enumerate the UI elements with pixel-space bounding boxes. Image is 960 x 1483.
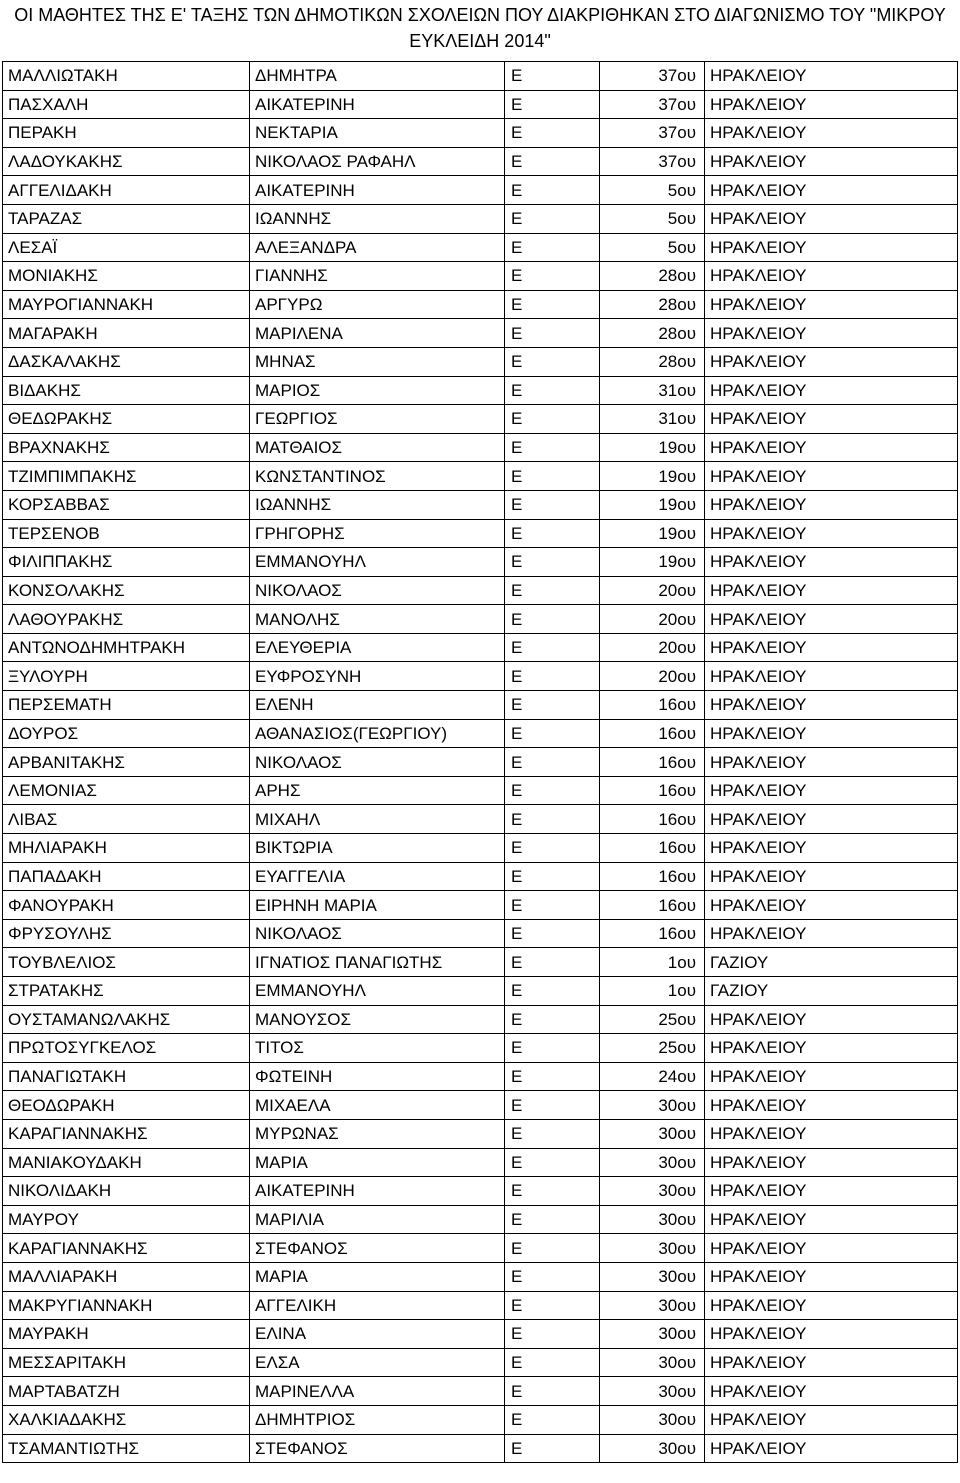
class-cell: Ε — [505, 1062, 600, 1091]
class-cell: Ε — [505, 1377, 600, 1406]
surname-cell: ΛΕΜΟΝΙΑΣ — [3, 776, 250, 805]
table-row — [3, 891, 958, 920]
city-cell: ΗΡΑΚΛΕΙΟΥ — [705, 862, 958, 891]
city-cell: ΗΡΑΚΛΕΙΟΥ — [705, 776, 958, 805]
class-cell: Ε — [505, 1234, 600, 1263]
class-cell: Ε — [505, 1091, 600, 1120]
table-row — [3, 262, 958, 291]
table-row — [3, 290, 958, 319]
class-cell: Ε — [505, 1291, 600, 1320]
first-name-cell: ΓΙΑΝΝΗΣ — [250, 262, 505, 291]
school-number-cell: 30ου — [600, 1320, 705, 1349]
school-number-cell: 16ου — [600, 748, 705, 777]
class-cell: Ε — [505, 576, 600, 605]
surname-cell: ΝΙΚΟΛΙΔΑΚΗ — [3, 1177, 250, 1206]
surname-cell: ΛΕΣΑΪ — [3, 233, 250, 262]
table-row — [3, 1034, 958, 1063]
first-name-cell: ΜΗΝΑΣ — [250, 347, 505, 376]
city-cell: ΗΡΑΚΛΕΙΟΥ — [705, 748, 958, 777]
school-number-cell: 37ου — [600, 90, 705, 119]
school-number-cell: 5ου — [600, 204, 705, 233]
table-row — [3, 204, 958, 233]
table-row — [3, 1148, 958, 1177]
first-name-cell: ΝΙΚΟΛΑΟΣ — [250, 576, 505, 605]
city-cell: ΗΡΑΚΛΕΙΟΥ — [705, 176, 958, 205]
school-number-cell: 5ου — [600, 233, 705, 262]
city-cell: ΗΡΑΚΛΕΙΟΥ — [705, 1348, 958, 1377]
surname-cell: ΛΙΒΑΣ — [3, 805, 250, 834]
surname-cell: ΠΑΝΑΓΙΩΤΑΚΗ — [3, 1062, 250, 1091]
first-name-cell: ΜΑΡΙΝΕΛΛΑ — [250, 1377, 505, 1406]
surname-cell: ΟΥΣΤΑΜΑΝΩΛΑΚΗΣ — [3, 1005, 250, 1034]
first-name-cell: ΜΑΡΙΛΕΝΑ — [250, 319, 505, 348]
table-row — [3, 1005, 958, 1034]
table-row — [3, 1062, 958, 1091]
school-number-cell: 20ου — [600, 576, 705, 605]
surname-cell: ΔΟΥΡΟΣ — [3, 719, 250, 748]
table-row — [3, 719, 958, 748]
class-cell: Ε — [505, 1119, 600, 1148]
table-row — [3, 90, 958, 119]
city-cell: ΗΡΑΚΛΕΙΟΥ — [705, 1034, 958, 1063]
school-number-cell: 19ου — [600, 490, 705, 519]
surname-cell: ΘΕΔΩΡΑΚΗΣ — [3, 405, 250, 434]
school-number-cell: 20ου — [600, 605, 705, 634]
school-number-cell: 31ου — [600, 405, 705, 434]
class-cell: Ε — [505, 862, 600, 891]
first-name-cell: ΒΙΚΤΩΡΙΑ — [250, 834, 505, 863]
city-cell: ΗΡΑΚΛΕΙΟΥ — [705, 1205, 958, 1234]
city-cell: ΗΡΑΚΛΕΙΟΥ — [705, 376, 958, 405]
school-number-cell: 19ου — [600, 462, 705, 491]
surname-cell: ΔΑΣΚΑΛΑΚΗΣ — [3, 347, 250, 376]
class-cell: Ε — [505, 405, 600, 434]
first-name-cell: ΔΗΜΗΤΡΑ — [250, 62, 505, 91]
class-cell: Ε — [505, 1262, 600, 1291]
school-number-cell: 19ου — [600, 548, 705, 577]
city-cell: ΓΑΖΙΟΥ — [705, 977, 958, 1006]
first-name-cell: ΑΙΚΑΤΕΡΙΝΗ — [250, 1177, 505, 1206]
surname-cell: ΜΑΡΤΑΒΑΤΖΗ — [3, 1377, 250, 1406]
class-cell: Ε — [505, 462, 600, 491]
city-cell: ΗΡΑΚΛΕΙΟΥ — [705, 204, 958, 233]
city-cell: ΗΡΑΚΛΕΙΟΥ — [705, 1291, 958, 1320]
first-name-cell: ΕΜΜΑΝΟΥΗΛ — [250, 977, 505, 1006]
surname-cell: ΜΑΥΡΟΥ — [3, 1205, 250, 1234]
table-row — [3, 576, 958, 605]
first-name-cell: ΑΛΕΞΑΝΔΡΑ — [250, 233, 505, 262]
class-cell: Ε — [505, 433, 600, 462]
school-number-cell: 20ου — [600, 662, 705, 691]
city-cell: ΗΡΑΚΛΕΙΟΥ — [705, 490, 958, 519]
city-cell: ΗΡΑΚΛΕΙΟΥ — [705, 519, 958, 548]
school-number-cell: 28ου — [600, 347, 705, 376]
city-cell: ΗΡΑΚΛΕΙΟΥ — [705, 1434, 958, 1463]
class-cell: Ε — [505, 376, 600, 405]
school-number-cell: 16ου — [600, 891, 705, 920]
first-name-cell: ΜΑΡΙΑ — [250, 1148, 505, 1177]
school-number-cell: 24ου — [600, 1062, 705, 1091]
city-cell: ΗΡΑΚΛΕΙΟΥ — [705, 1062, 958, 1091]
first-name-cell: ΙΓΝΑΤΙΟΣ ΠΑΝΑΓΙΩΤΗΣ — [250, 948, 505, 977]
first-name-cell: ΜΙΧΑΗΛ — [250, 805, 505, 834]
first-name-cell: ΚΩΝΣΤΑΝΤΙΝΟΣ — [250, 462, 505, 491]
table-row — [3, 548, 958, 577]
class-cell: Ε — [505, 347, 600, 376]
table-row — [3, 233, 958, 262]
table-row — [3, 62, 958, 91]
surname-cell: ΦΡΥΣΟΥΛΗΣ — [3, 919, 250, 948]
city-cell: ΗΡΑΚΛΕΙΟΥ — [705, 633, 958, 662]
document-title — [0, 0, 960, 54]
surname-cell: ΠΑΠΑΔΑΚΗ — [3, 862, 250, 891]
class-cell: Ε — [505, 262, 600, 291]
class-cell: Ε — [505, 633, 600, 662]
surname-cell: ΚΑΡΑΓΙΑΝΝΑΚΗΣ — [3, 1234, 250, 1263]
first-name-cell: ΕΜΜΑΝΟΥΗΛ — [250, 548, 505, 577]
surname-cell: ΜΑΛΛΙΩΤΑΚΗ — [3, 62, 250, 91]
surname-cell: ΦΙΛΙΠΠΑΚΗΣ — [3, 548, 250, 577]
surname-cell: ΤΖΙΜΠΙΜΠΑΚΗΣ — [3, 462, 250, 491]
surname-cell: ΑΝΤΩΝΟΔΗΜΗΤΡΑΚΗ — [3, 633, 250, 662]
first-name-cell: ΜΑΝΟΛΗΣ — [250, 605, 505, 634]
city-cell: ΗΡΑΚΛΕΙΟΥ — [705, 919, 958, 948]
first-name-cell: ΓΕΩΡΓΙΟΣ — [250, 405, 505, 434]
city-cell: ΗΡΑΚΛΕΙΟΥ — [705, 1177, 958, 1206]
first-name-cell: ΓΡΗΓΟΡΗΣ — [250, 519, 505, 548]
first-name-cell: ΙΩΑΝΝΗΣ — [250, 490, 505, 519]
table-row — [3, 1091, 958, 1120]
school-number-cell: 30ου — [600, 1234, 705, 1263]
city-cell: ΗΡΑΚΛΕΙΟΥ — [705, 605, 958, 634]
table-row — [3, 119, 958, 148]
city-cell: ΗΡΑΚΛΕΙΟΥ — [705, 405, 958, 434]
surname-cell: ΜΑΓΑΡΑΚΗ — [3, 319, 250, 348]
school-number-cell: 16ου — [600, 834, 705, 863]
first-name-cell: ΕΙΡΗΝΗ ΜΑΡΙΑ — [250, 891, 505, 920]
table-row — [3, 1320, 958, 1349]
class-cell: Ε — [505, 490, 600, 519]
school-number-cell: 30ου — [600, 1177, 705, 1206]
surname-cell: ΣΤΡΑΤΑΚΗΣ — [3, 977, 250, 1006]
school-number-cell: 1ου — [600, 977, 705, 1006]
city-cell: ΗΡΑΚΛΕΙΟΥ — [705, 62, 958, 91]
surname-cell: ΒΙΔΑΚΗΣ — [3, 376, 250, 405]
table-row — [3, 1291, 958, 1320]
first-name-cell: ΜΑΡΙΛΙΑ — [250, 1205, 505, 1234]
class-cell: Ε — [505, 519, 600, 548]
class-cell: Ε — [505, 176, 600, 205]
students-table — [2, 61, 958, 1463]
first-name-cell: ΙΩΑΝΝΗΣ — [250, 204, 505, 233]
surname-cell: ΚΟΡΣΑΒΒΑΣ — [3, 490, 250, 519]
school-number-cell: 16ου — [600, 719, 705, 748]
class-cell: Ε — [505, 204, 600, 233]
surname-cell: ΛΑΔΟΥΚΑΚΗΣ — [3, 147, 250, 176]
class-cell: Ε — [505, 776, 600, 805]
class-cell: Ε — [505, 948, 600, 977]
school-number-cell: 30ου — [600, 1405, 705, 1434]
school-number-cell: 30ου — [600, 1377, 705, 1406]
first-name-cell: ΜΑΝΟΥΣΟΣ — [250, 1005, 505, 1034]
first-name-cell: ΑΡΓΥΡΩ — [250, 290, 505, 319]
first-name-cell: ΜΑΤΘΑΙΟΣ — [250, 433, 505, 462]
school-number-cell: 28ου — [600, 319, 705, 348]
first-name-cell: ΕΛΕΝΗ — [250, 691, 505, 720]
first-name-cell: ΑΙΚΑΤΕΡΙΝΗ — [250, 90, 505, 119]
class-cell: Ε — [505, 1205, 600, 1234]
school-number-cell: 37ου — [600, 147, 705, 176]
table-row — [3, 862, 958, 891]
first-name-cell: ΦΩΤΕΙΝΗ — [250, 1062, 505, 1091]
first-name-cell: ΜΥΡΩΝΑΣ — [250, 1119, 505, 1148]
surname-cell: ΒΡΑΧΝΑΚΗΣ — [3, 433, 250, 462]
surname-cell: ΤΣΑΜΑΝΤΙΩΤΗΣ — [3, 1434, 250, 1463]
class-cell: Ε — [505, 1148, 600, 1177]
school-number-cell: 28ου — [600, 290, 705, 319]
table-row — [3, 1262, 958, 1291]
school-number-cell: 16ου — [600, 776, 705, 805]
first-name-cell: ΑΡΗΣ — [250, 776, 505, 805]
school-number-cell: 19ου — [600, 519, 705, 548]
first-name-cell: ΑΘΑΝΑΣΙΟΣ(ΓΕΩΡΓΙΟΥ) — [250, 719, 505, 748]
table-row — [3, 748, 958, 777]
surname-cell: ΦΑΝΟΥΡΑΚΗ — [3, 891, 250, 920]
surname-cell: ΠΕΡΑΚΗ — [3, 119, 250, 148]
school-number-cell: 30ου — [600, 1119, 705, 1148]
city-cell: ΗΡΑΚΛΕΙΟΥ — [705, 462, 958, 491]
city-cell: ΗΡΑΚΛΕΙΟΥ — [705, 1377, 958, 1406]
table-row — [3, 1234, 958, 1263]
class-cell: Ε — [505, 90, 600, 119]
school-number-cell: 37ου — [600, 119, 705, 148]
class-cell: Ε — [505, 62, 600, 91]
table-row — [3, 977, 958, 1006]
class-cell: Ε — [505, 805, 600, 834]
table-row — [3, 433, 958, 462]
class-cell: Ε — [505, 548, 600, 577]
city-cell: ΗΡΑΚΛΕΙΟΥ — [705, 147, 958, 176]
class-cell: Ε — [505, 891, 600, 920]
first-name-cell: ΜΑΡΙΑ — [250, 1262, 505, 1291]
first-name-cell: ΕΛΙΝΑ — [250, 1320, 505, 1349]
class-cell: Ε — [505, 1434, 600, 1463]
school-number-cell: 31ου — [600, 376, 705, 405]
city-cell: ΗΡΑΚΛΕΙΟΥ — [705, 1262, 958, 1291]
surname-cell: ΛΑΘΟΥΡΑΚΗΣ — [3, 605, 250, 634]
class-cell: Ε — [505, 1177, 600, 1206]
school-number-cell: 16ου — [600, 919, 705, 948]
class-cell: Ε — [505, 1005, 600, 1034]
table-row — [3, 605, 958, 634]
city-cell: ΗΡΑΚΛΕΙΟΥ — [705, 119, 958, 148]
students-table-body — [3, 62, 958, 1463]
city-cell: ΗΡΑΚΛΕΙΟΥ — [705, 319, 958, 348]
class-cell: Ε — [505, 662, 600, 691]
table-row — [3, 376, 958, 405]
surname-cell: ΚΑΡΑΓΙΑΝΝΑΚΗΣ — [3, 1119, 250, 1148]
surname-cell: ΤΑΡΑΖΑΣ — [3, 204, 250, 233]
table-row — [3, 1119, 958, 1148]
city-cell: ΗΡΑΚΛΕΙΟΥ — [705, 719, 958, 748]
city-cell: ΓΑΖΙΟΥ — [705, 948, 958, 977]
city-cell: ΗΡΑΚΛΕΙΟΥ — [705, 433, 958, 462]
table-row — [3, 834, 958, 863]
city-cell: ΗΡΑΚΛΕΙΟΥ — [705, 1234, 958, 1263]
table-row — [3, 1434, 958, 1463]
first-name-cell: ΣΤΕΦΑΝΟΣ — [250, 1234, 505, 1263]
school-number-cell: 28ου — [600, 262, 705, 291]
city-cell: ΗΡΑΚΛΕΙΟΥ — [705, 1119, 958, 1148]
school-number-cell: 25ου — [600, 1005, 705, 1034]
table-row — [3, 176, 958, 205]
city-cell: ΗΡΑΚΛΕΙΟΥ — [705, 290, 958, 319]
city-cell: ΗΡΑΚΛΕΙΟΥ — [705, 805, 958, 834]
table-row — [3, 147, 958, 176]
city-cell: ΗΡΑΚΛΕΙΟΥ — [705, 576, 958, 605]
surname-cell: ΜΗΛΙΑΡΑΚΗ — [3, 834, 250, 863]
school-number-cell: 19ου — [600, 433, 705, 462]
class-cell: Ε — [505, 691, 600, 720]
school-number-cell: 30ου — [600, 1434, 705, 1463]
surname-cell: ΤΕΡΣΕΝΟΒ — [3, 519, 250, 548]
surname-cell: ΜΑΛΛΙΑΡΑΚΗ — [3, 1262, 250, 1291]
class-cell: Ε — [505, 1034, 600, 1063]
class-cell: Ε — [505, 119, 600, 148]
city-cell: ΗΡΑΚΛΕΙΟΥ — [705, 1405, 958, 1434]
surname-cell: ΑΡΒΑΝΙΤΑΚΗΣ — [3, 748, 250, 777]
class-cell: Ε — [505, 290, 600, 319]
surname-cell: ΜΑΚΡΥΓΙΑΝΝΑΚΗ — [3, 1291, 250, 1320]
city-cell: ΗΡΑΚΛΕΙΟΥ — [705, 1148, 958, 1177]
table-row — [3, 347, 958, 376]
table-row — [3, 948, 958, 977]
school-number-cell: 30ου — [600, 1348, 705, 1377]
first-name-cell: ΜΙΧΑΕΛΑ — [250, 1091, 505, 1120]
table-row — [3, 1205, 958, 1234]
class-cell: Ε — [505, 719, 600, 748]
table-row — [3, 662, 958, 691]
title-line-2: ΕΥΚΛΕΙΔΗ 2014" — [409, 31, 551, 51]
surname-cell: ΑΓΓΕΛΙΔΑΚΗ — [3, 176, 250, 205]
school-number-cell: 16ου — [600, 862, 705, 891]
city-cell: ΗΡΑΚΛΕΙΟΥ — [705, 548, 958, 577]
first-name-cell: ΣΤΕΦΑΝΟΣ — [250, 1434, 505, 1463]
city-cell: ΗΡΑΚΛΕΙΟΥ — [705, 262, 958, 291]
city-cell: ΗΡΑΚΛΕΙΟΥ — [705, 691, 958, 720]
city-cell: ΗΡΑΚΛΕΙΟΥ — [705, 1091, 958, 1120]
city-cell: ΗΡΑΚΛΕΙΟΥ — [705, 834, 958, 863]
title-line-1: ΟΙ ΜΑΘΗΤΕΣ ΤΗΣ Ε' ΤΑΞΗΣ ΤΩΝ ΔΗΜΟΤΙΚΩΝ ΣΧΟΛΕΙΩΝ ΠΟΥ ΔΙΑΚΡΙΘΗΚΑΝ ΣΤΟ ΔΙΑΓΩΝΙΣΜΟ ΤΟΥ "ΜΙΚΡΟΥ — [14, 5, 946, 25]
school-number-cell: 25ου — [600, 1034, 705, 1063]
first-name-cell: ΑΓΓΕΛΙΚΗ — [250, 1291, 505, 1320]
surname-cell: ΜΑΥΡΑΚΗ — [3, 1320, 250, 1349]
school-number-cell: 20ου — [600, 633, 705, 662]
first-name-cell: ΝΙΚΟΛΑΟΣ ΡΑΦΑΗΛ — [250, 147, 505, 176]
surname-cell: ΜΑΝΙΑΚΟΥΔΑΚΗ — [3, 1148, 250, 1177]
class-cell: Ε — [505, 1405, 600, 1434]
table-row — [3, 1177, 958, 1206]
school-number-cell: 1ου — [600, 948, 705, 977]
surname-cell: ΠΕΡΣΕΜΑΤΗ — [3, 691, 250, 720]
class-cell: Ε — [505, 919, 600, 948]
class-cell: Ε — [505, 977, 600, 1006]
class-cell: Ε — [505, 233, 600, 262]
first-name-cell: ΝΙΚΟΛΑΟΣ — [250, 748, 505, 777]
first-name-cell: ΕΥΦΡΟΣΥΝΗ — [250, 662, 505, 691]
school-number-cell: 37ου — [600, 62, 705, 91]
school-number-cell: 5ου — [600, 176, 705, 205]
table-row — [3, 1377, 958, 1406]
table-row — [3, 691, 958, 720]
surname-cell: ΜΑΥΡΟΓΙΑΝΝΑΚΗ — [3, 290, 250, 319]
table-row — [3, 319, 958, 348]
surname-cell: ΤΟΥΒΛΕΛΙΟΣ — [3, 948, 250, 977]
school-number-cell: 16ου — [600, 805, 705, 834]
class-cell: Ε — [505, 605, 600, 634]
first-name-cell: ΕΛΕΥΘΕΡΙΑ — [250, 633, 505, 662]
class-cell: Ε — [505, 1320, 600, 1349]
first-name-cell: ΜΑΡΙΟΣ — [250, 376, 505, 405]
surname-cell: ΧΑΛΚΙΑΔΑΚΗΣ — [3, 1405, 250, 1434]
school-number-cell: 30ου — [600, 1091, 705, 1120]
table-row — [3, 462, 958, 491]
first-name-cell: ΕΥΑΓΓΕΛΙΑ — [250, 862, 505, 891]
city-cell: ΗΡΑΚΛΕΙΟΥ — [705, 1320, 958, 1349]
table-row — [3, 776, 958, 805]
surname-cell: ΜΕΣΣΑΡΙΤΑΚΗ — [3, 1348, 250, 1377]
table-row — [3, 805, 958, 834]
surname-cell: ΚΟΝΣΟΛΑΚΗΣ — [3, 576, 250, 605]
city-cell: ΗΡΑΚΛΕΙΟΥ — [705, 90, 958, 119]
school-number-cell: 30ου — [600, 1262, 705, 1291]
first-name-cell: ΕΛΣΑ — [250, 1348, 505, 1377]
table-row — [3, 1405, 958, 1434]
class-cell: Ε — [505, 147, 600, 176]
surname-cell: ΞΥΛΟΥΡΗ — [3, 662, 250, 691]
table-row — [3, 405, 958, 434]
class-cell: Ε — [505, 748, 600, 777]
city-cell: ΗΡΑΚΛΕΙΟΥ — [705, 233, 958, 262]
surname-cell: ΘΕΟΔΩΡΑΚΗ — [3, 1091, 250, 1120]
city-cell: ΗΡΑΚΛΕΙΟΥ — [705, 662, 958, 691]
city-cell: ΗΡΑΚΛΕΙΟΥ — [705, 1005, 958, 1034]
first-name-cell: ΝΕΚΤΑΡΙΑ — [250, 119, 505, 148]
table-row — [3, 919, 958, 948]
class-cell: Ε — [505, 1348, 600, 1377]
surname-cell: ΜΟΝΙΑΚΗΣ — [3, 262, 250, 291]
first-name-cell: ΝΙΚΟΛΑΟΣ — [250, 919, 505, 948]
school-number-cell: 30ου — [600, 1205, 705, 1234]
city-cell: ΗΡΑΚΛΕΙΟΥ — [705, 347, 958, 376]
surname-cell: ΠΑΣΧΑΛΗ — [3, 90, 250, 119]
first-name-cell: ΤΙΤΟΣ — [250, 1034, 505, 1063]
school-number-cell: 30ου — [600, 1148, 705, 1177]
school-number-cell: 30ου — [600, 1291, 705, 1320]
school-number-cell: 16ου — [600, 691, 705, 720]
table-row — [3, 1348, 958, 1377]
first-name-cell: ΔΗΜΗΤΡΙΟΣ — [250, 1405, 505, 1434]
city-cell: ΗΡΑΚΛΕΙΟΥ — [705, 891, 958, 920]
table-row — [3, 633, 958, 662]
surname-cell: ΠΡΩΤΟΣΥΓΚΕΛΟΣ — [3, 1034, 250, 1063]
table-row — [3, 490, 958, 519]
class-cell: Ε — [505, 834, 600, 863]
first-name-cell: ΑΙΚΑΤΕΡΙΝΗ — [250, 176, 505, 205]
table-row — [3, 519, 958, 548]
class-cell: Ε — [505, 319, 600, 348]
